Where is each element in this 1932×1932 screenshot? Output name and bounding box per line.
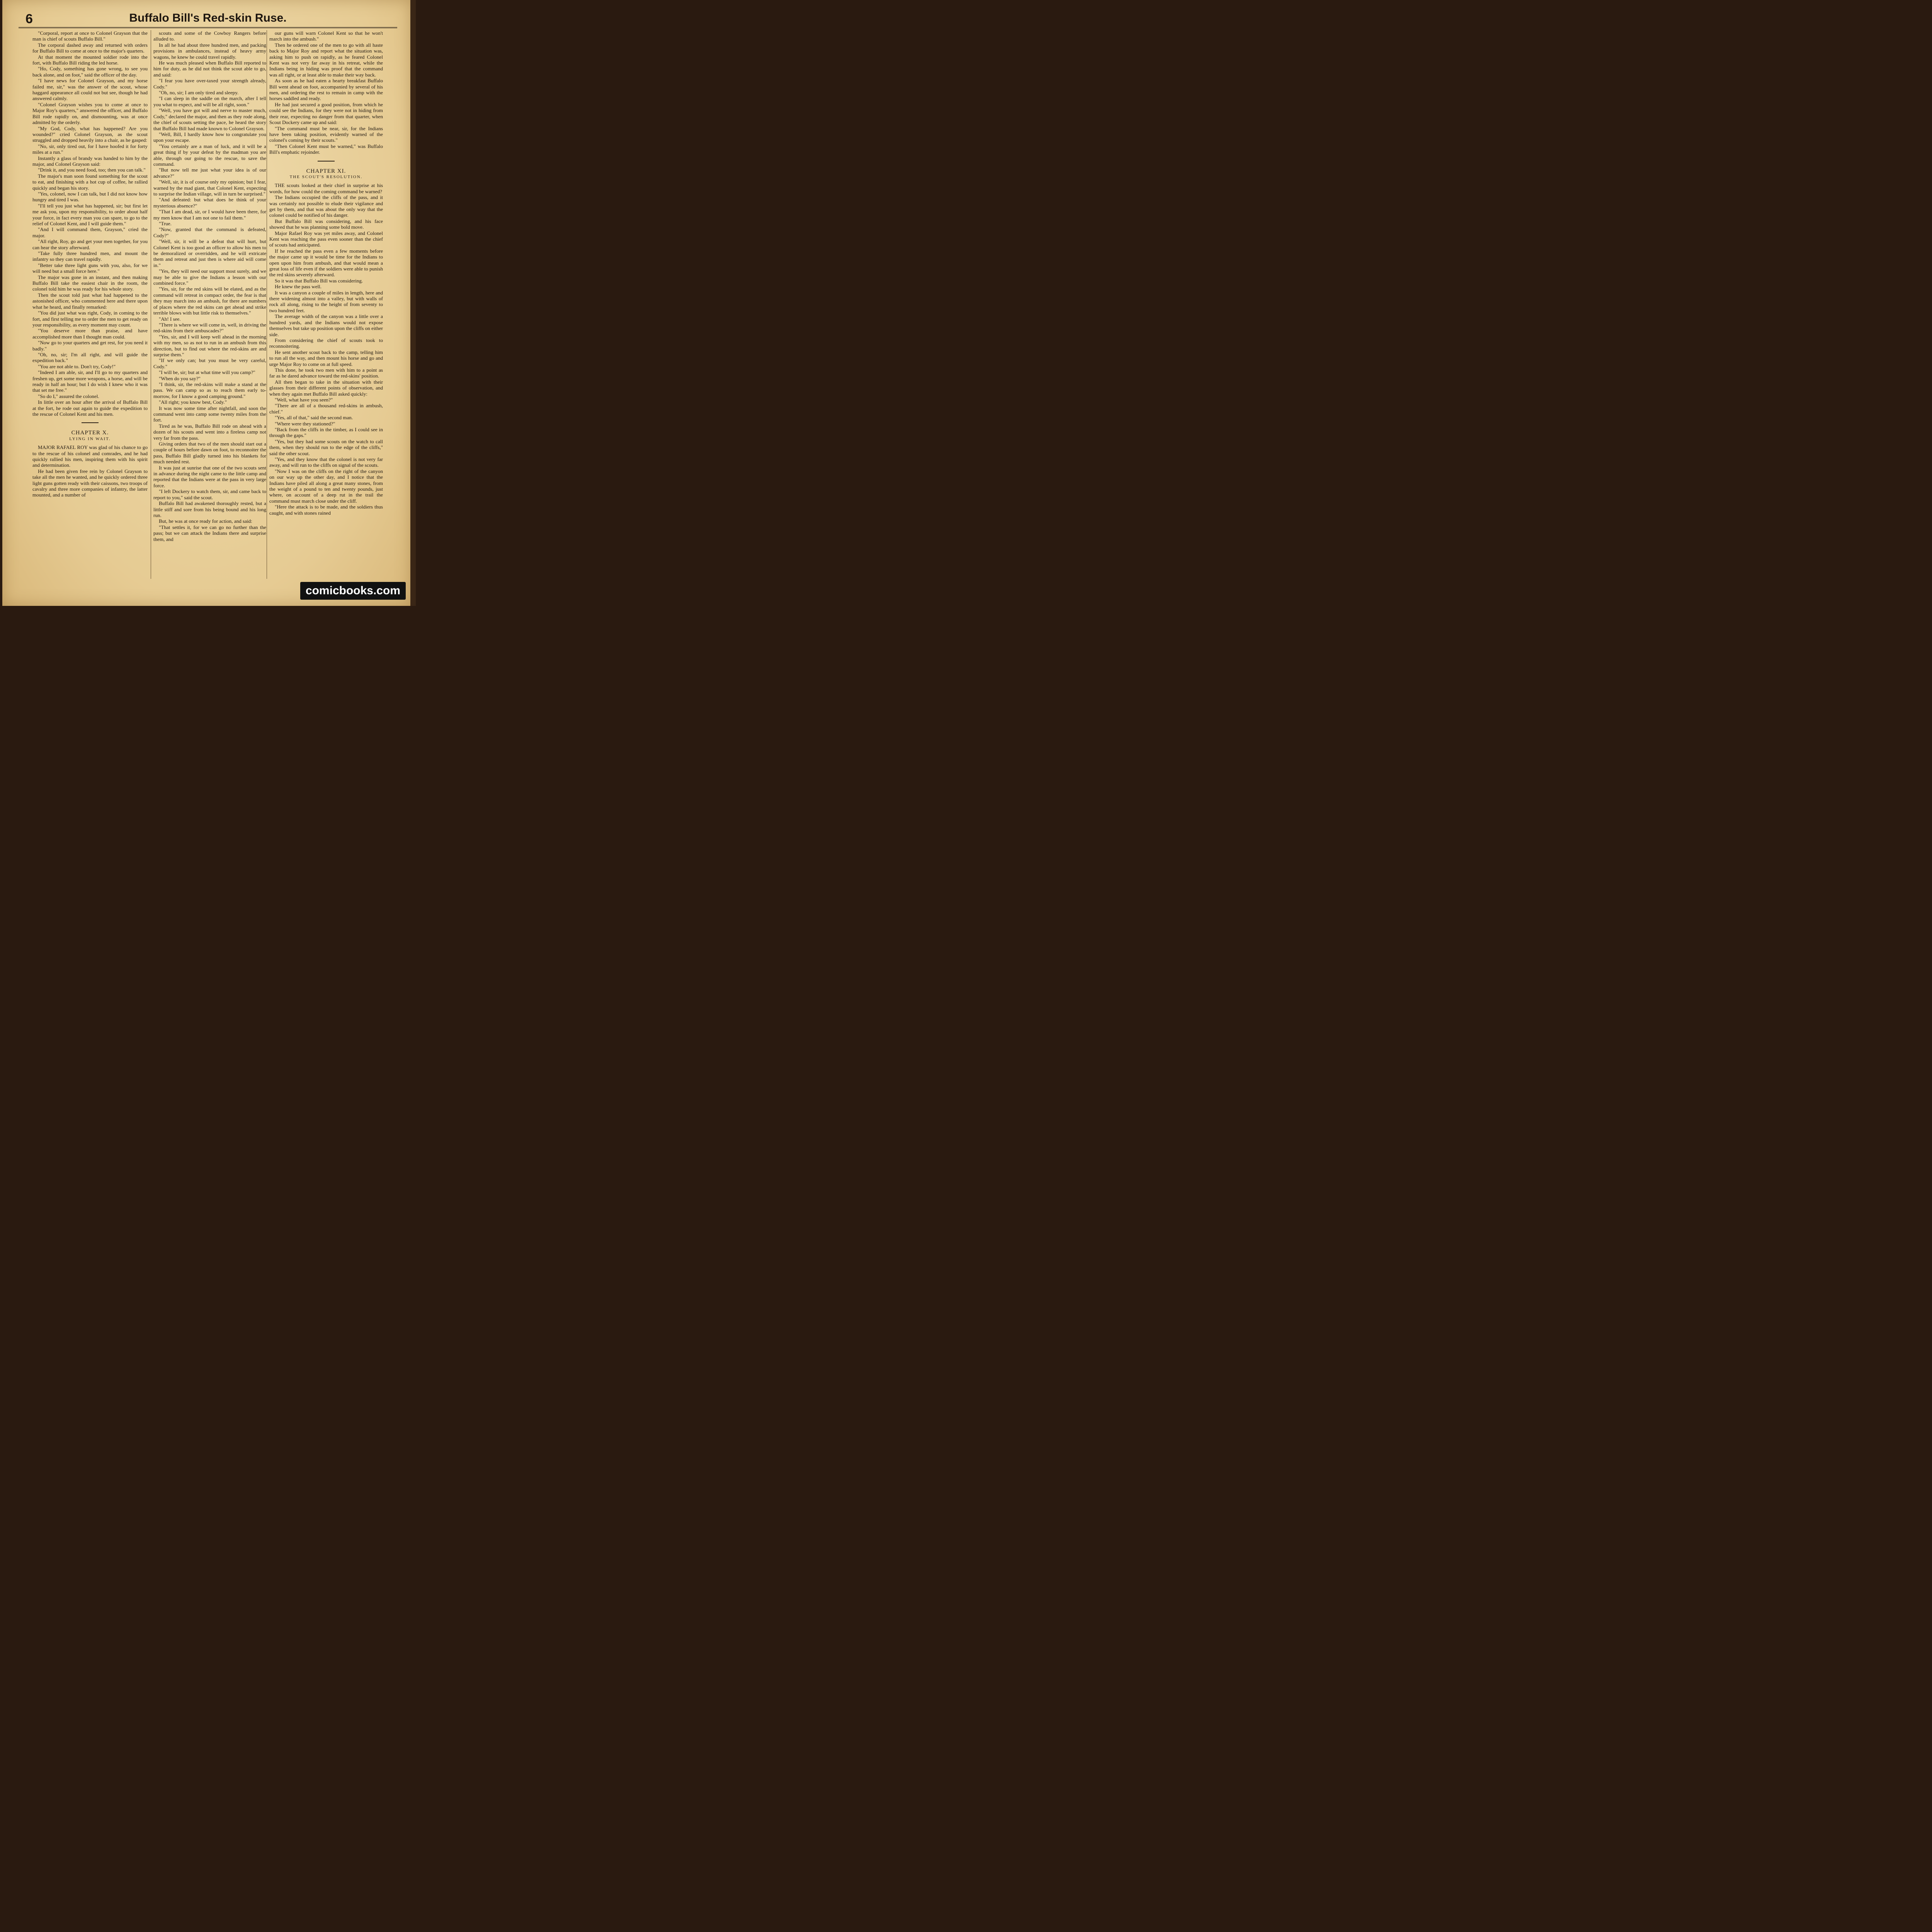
paragraph: He had been given free rein by Colonel Grayson to take all the men he wanted, and he quickly ordered three light guns gotten ready with their caissons, two troops of cavalry and three more companies of infantry, the latter mounted, and a number of: [32, 468, 148, 498]
paragraph: "I left Dockery to watch them, sir, and came back to report to you," said the scout.: [153, 488, 266, 500]
paragraph: "You are not able to. Don't try, Cody!": [38, 363, 116, 369]
paragraph: "Well, you have got will and nerve to master much, Cody," declared the major, and then as they rode along, the chief of scouts setting the pace, he heard the story that Buffalo Bill had made known to Colonel Grayson.: [153, 107, 266, 131]
paragraph: "Then Colonel Kent must be warned," was Buffalo Bill's emphatic rejoinder.: [269, 143, 383, 155]
chapter-rule: [82, 422, 99, 423]
paragraph: "I have news for Colonel Grayson, and my horse failed me, sir," was the answer of the scout, whose haggard appearance all could not but see, though he had answered calmly.: [32, 78, 148, 102]
chapter-heading: [269, 161, 383, 180]
paragraph: The major was gone in an instant, and then making Buffalo Bill take the easiest chair in the room, the colonel told him he was ready for his whole story.: [32, 274, 148, 292]
paragraph: "Corporal, report at once to Colonel Grayson that the man is chief of scouts Buffalo Bill.": [32, 30, 148, 42]
paragraph: From considering the chief of scouts took to reconnoitering.: [269, 337, 383, 349]
text-columns: [32, 30, 383, 579]
paragraph: "Yes, they will need our support most surely, and we may be able to give the Indians a lesson with our combined force.": [153, 268, 266, 286]
paragraph: Buffalo Bill had awakened thoroughly rested, but a little stiff and sore from his being bound and his long run.: [153, 500, 266, 518]
chapter-heading: [32, 422, 148, 442]
paragraph: This done, he took two men with him to a point as far as he dared advance toward the red-skins' position.: [269, 367, 383, 379]
page-binding-edge: [410, 0, 416, 606]
paragraph: "Where were they stationed?": [275, 420, 335, 427]
paragraph: But Buffalo Bill was considering, and his face showed that he was planning some bold move.: [269, 218, 383, 230]
paragraph: "All right, Roy, go and get your men together, for you can hear the story afterward.: [32, 238, 148, 250]
page-title: Buffalo Bill's Red-skin Ruse.: [129, 12, 287, 24]
paragraph: Major Rafael Roy was yet miles away, and Colonel Kent was reaching the pass even sooner than the chief of scouts had anticipated.: [269, 230, 383, 248]
paragraph: "You deserve more than praise, and have accomplished more than I thought man could.: [32, 328, 148, 340]
chapter-title: CHAPTER X.: [71, 430, 109, 436]
watermark: comicbooks.com: [300, 582, 406, 600]
paragraph: "And defeated: but what does he think of your mysterious absence?": [153, 197, 266, 209]
paragraph: At that moment the mounted soldier rode into the fort, with Buffalo Bill riding the led horse.: [32, 54, 148, 66]
paragraph: Giving orders that two of the men should start out a couple of hours before dawn on foot, to reconnoiter the pass, Buffalo Bill gladly turned into his blankets for much needed rest.: [153, 441, 266, 465]
paragraph: "Yes, and they know that the colonel is not very far away, and will run to the cliffs on signal of the scouts.: [269, 456, 383, 468]
paragraph: "I can sleep in the saddle on the march, after I tell you what to expect, and will be all right, soon.": [153, 95, 266, 107]
paragraph: So it was that Buffalo Bill was considering.: [275, 277, 363, 284]
paragraph: "True.: [159, 221, 172, 226]
paragraph: "Yes, sir, for the red skins will be elated, and as the command will retreat in compact order, the fear is that they may march into an ambush, for there are numbers of places where the red skins can get ahead and strike terrible blows with but little risk to themselves.": [153, 286, 266, 316]
paragraph: As soon as he had eaten a hearty breakfast Buffalo Bill went ahead on foot, accompanied by several of his men, and ordering the rest to remain in camp with the horses saddled and ready.: [269, 78, 383, 102]
paragraph: "Indeed I am able, sir, and I'll go to my quarters and freshen up, get some more weapons, a horse, and will be ready in half an hour; but I do wish I knew who it was that set me free.": [32, 369, 148, 393]
paragraph: "Yes, colonel, now I can talk, but I did not know how hungry and tired I was.: [32, 190, 148, 203]
paragraph: He was much pleased when Buffalo Bill reported to him for duty, as he did not think the scout able to go, and said:: [153, 60, 266, 78]
paragraph: "Here the attack is to be made, and the soldiers thus caught, and with stones rained: [269, 504, 383, 516]
paragraph: "Now go to your quarters and get rest, for you need it badly.": [32, 340, 148, 352]
paragraph: scouts and some of the Cowboy Rangers before alluded to.: [153, 30, 266, 42]
paragraph: Then he ordered one of the men to go with all haste back to Major Roy and report what the situation was, asking him to push on rapidly, as he feared Colonel Kent was not very far away in his retreat, while the Indians being in hiding was proof that the command was all right, or at least able to make their way back.: [269, 42, 383, 78]
paragraph: In little over an hour after the arrival of Buffalo Bill at the fort, he rode out again to guide the expedition to the rescue of Colonel Kent and his men.: [32, 399, 148, 417]
paragraph: Tired as he was, Buffalo Bill rode on ahead with a dozen of his scouts and went into a fireless camp not very far from the pass.: [153, 423, 266, 441]
paragraph: THE scouts looked at their chief in surprise at his words, for how could the coming command be warned?: [269, 182, 383, 194]
paragraph: our guns will warn Colonel Kent so that he won't march into the ambush.": [269, 30, 383, 42]
paragraph: "Yes, sir, and I will keep well ahead in the morning with my men, so as not to run in an ambush from this direction, but to find out where the red-skins are and surprise them.": [153, 333, 266, 357]
paragraph: "Well, Bill, I hardly know how to congratulate you upon your escape.: [153, 131, 266, 143]
chapter-rule: [318, 161, 335, 162]
paragraph: Instantly a glass of brandy was handed to him by the major, and Colonel Grayson said:: [32, 155, 148, 167]
paragraph: The average width of the canyon was a little over a hundred yards, and the Indians would not expose themselves but take up position upon the cliffs on either side.: [269, 313, 383, 337]
paragraph: "Oh, no, sir; I'm all right, and will guide the expedition back.": [32, 351, 148, 364]
column-3: [267, 30, 383, 579]
paragraph: "All right; you know best, Cody.": [159, 399, 227, 405]
paragraph: "Now I was on the cliffs on the right of the canyon on our way up the other day, and I notice that the Indians have piled all along a great many stones, from the weight of a pound to ten and twenty pounds, just where, on account of a deep rut in the trail the command must march close under the cliff.: [269, 468, 383, 504]
paragraph: "Ah! I see.: [159, 316, 181, 322]
paragraph: "The command must be near, sir, for the Indians have been taking position, evidently warned of the colonel's coming by their scouts.": [269, 125, 383, 143]
column-1: [32, 30, 148, 579]
paragraph: "No, sir, only tired out, for I have hoofed it for forty miles at a run.": [32, 143, 148, 155]
paragraph: MAJOR RAFAEL ROY was glad of his chance to go to the rescue of his colonel and comrades, and he had quickly rallied his men, inspiring them with his spirit and determination.: [32, 444, 148, 468]
paragraph: "I think, sir, the red-skins will make a stand at the pass. We can camp so as to reach them early to-morrow, for I know a good camping ground.": [153, 381, 266, 399]
paragraph: "Colonel Grayson wishes you to come at once to Major Roy's quarters," answered the officer, and Buffalo Bill rode rapidly on, and dismounting, was at once admitted by the orderly.: [32, 101, 148, 126]
paragraph: "That I am dead, sir, or I would have been there, for my men know that I am not one to fail them.": [153, 209, 266, 221]
chapter-title: CHAPTER XI.: [306, 168, 346, 174]
paragraph: It was just at sunrise that one of the two scouts sent in advance during the night came to the little camp and reported that the Indians were at the pass in very large force.: [153, 464, 266, 488]
paragraph: It was now some time after nightfall, and soon the command went into camp some twenty miles from the fort.: [153, 405, 266, 423]
paragraph: "Yes, but they had some scouts on the watch to call them, when they should run to the edge of the cliffs," said the other scout.: [269, 438, 383, 456]
paragraph: "If we only can; but you must be very careful, Cody.": [153, 357, 266, 369]
chapter-subtitle: THE SCOUT'S RESOLUTION.: [289, 174, 363, 179]
paragraph: The major's man soon found something for the scout to eat, and finishing with a hot cup of coffee, he rallied quickly and began his story.: [32, 173, 148, 191]
paragraph: It was a canyon a couple of miles in length, here and there widening almost into a valley, but with walls of rock all along, rising to the height of from seventy to two hundred feet.: [269, 289, 383, 313]
paragraph: "There is where we will come in, well, in driving the red-skins from their ambuscades?": [153, 321, 266, 334]
paragraph: "Well, what have you seen?": [275, 396, 333, 403]
paragraph: "So do I," assured the colonel.: [38, 393, 99, 399]
paragraph: If he reached the pass even a few moments before the major came up it would be time for the Indians to open upon him from ambush, and that would mean a great loss of life even if the soldiers were able to punish the red skins severely afterward.: [269, 248, 383, 278]
chapter-subtitle: LYING IN WAIT.: [69, 436, 111, 441]
paragraph: But, he was at once ready for action, and said:: [159, 518, 252, 524]
page-header: [19, 12, 397, 28]
column-2: [151, 30, 266, 579]
paragraph: "You did just what was right, Cody, in coming to the fort, and first telling me to order the men to get ready on your responsibility, as every moment may count.: [32, 310, 148, 328]
paragraph: The corporal dashed away and returned with orders for Buffalo Bill to come at once to the major's quarters.: [32, 42, 148, 54]
page-number: 6: [26, 12, 33, 26]
paragraph: He had just secured a good position, from which he could see the Indians, for they were not in hiding from their rear, expecting no danger from that quarter, when Scout Dockery came up and said:: [269, 101, 383, 126]
paragraph: "I will be, sir; but at what time will you camp?": [159, 369, 255, 376]
paragraph: The Indians occupied the cliffs of the pass, and it was certainly not possible to elude their vigilance and get by them, and that was about the only way that the colonel could be notified of his danger.: [269, 194, 383, 218]
paragraph: "Yes, all of that," said the second man.: [275, 415, 353, 421]
paragraph: "I fear you have over-taxed your strength already, Cody.": [153, 78, 266, 90]
paragraph: "Well, sir, it will be a defeat that will hurt, but Colonel Kent is too good an officer to allow his men to be demoralized or overridden, and he will extricate them and retreat and just then is where aid will come in.": [153, 238, 266, 268]
paragraph: "Drink it, and you need food, too; then you can talk.": [38, 167, 146, 173]
paragraph: "But now tell me just what your idea is of our advance?": [153, 167, 266, 179]
paragraph: "Take fully three hundred men, and mount the infantry so they can travel rapidly.: [32, 250, 148, 262]
paragraph: "Well, sir, it is of course only my opinion; but I fear, warned by the mad giant, that Colonel Kent, expecting to surprise the Indian village, will in turn be surprised.": [153, 179, 266, 197]
paragraph: Then the scout told just what had happened to the astonished officer, who commented here and there upon what he heard, and finally remarked:: [32, 292, 148, 310]
paragraph: "Now, granted that the command is defeated, Cody?": [153, 226, 266, 238]
paragraph: All then began to take in the situation with their glasses from their different points of observation, and when they again met Buffalo Bill asked quickly:: [269, 379, 383, 397]
paragraph: "I'll tell you just what has happened, sir; but first let me ask you, upon my responsibility, to order about half your force, in fact every man you can spare, to go to the relief of Colonel Kent, and I will guide them.": [32, 202, 148, 226]
paragraph: "My God, Cody, what has happened? Are you wounded?" cried Colonel Grayson, as the scout struggled and dropped heavily into a chair, as he gasped:: [32, 125, 148, 143]
paragraph: In all he had about three hundred men, and packing provisions in ambulances, instead of heavy army wagons, he knew he could travel rapidly.: [153, 42, 266, 60]
paragraph: "That settles it, for we can go no further than the pass; but we can attack the Indians there and surprise them, and: [153, 524, 266, 542]
paragraph: "Back from the cliffs in the timber, as I could see in through the gaps.": [269, 427, 383, 439]
paragraph: "You certainly are a man of luck, and it will be a great thing if by your defeat by the madman you are able, through our going to the rescue, to save the command.: [153, 143, 266, 167]
paragraph: He sent another scout back to the camp, telling him to run all the way, and then mount his horse and go and urge Major Roy to come on at full speed.: [269, 349, 383, 367]
paragraph: "There are all of a thousand red-skins in ambush, chief.": [269, 403, 383, 415]
paragraph: "Oh, no, sir; I am only tired and sleepy.: [159, 90, 239, 96]
paragraph: He knew the pass well.: [275, 284, 322, 290]
paragraph: "Better take three light guns with you, also, for we will need but a small force here.": [32, 262, 148, 274]
paragraph: "And I will command them, Grayson," cried the major.: [32, 226, 148, 238]
newspaper-page: [2, 0, 411, 606]
paragraph: "Ho, Cody, something has gone wrong, to see you back alone, and on foot," said the officer of the day.: [32, 66, 148, 78]
paragraph: "When do you say?": [159, 375, 201, 381]
